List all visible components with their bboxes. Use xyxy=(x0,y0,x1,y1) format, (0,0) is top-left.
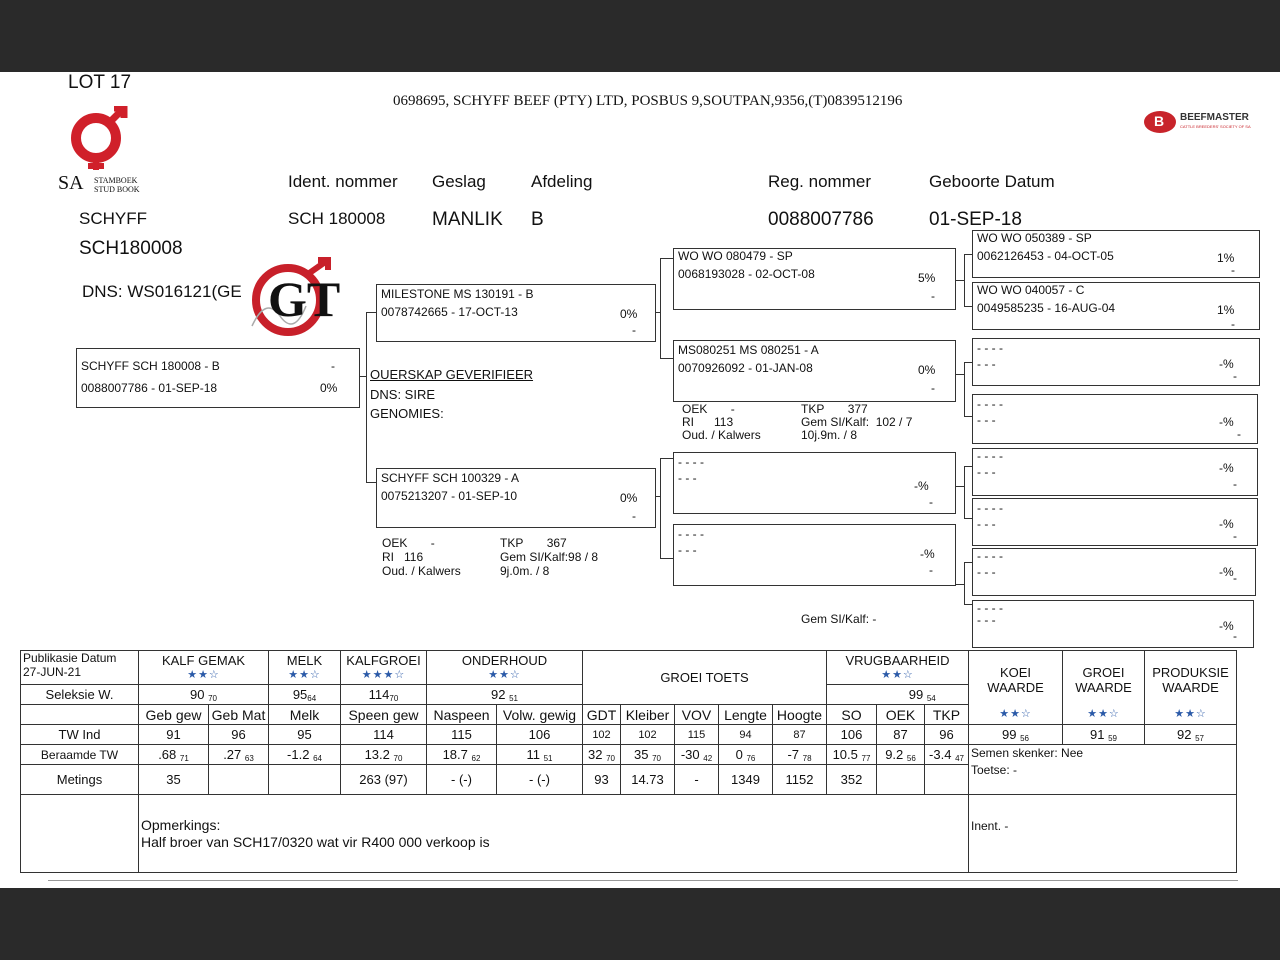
paternal-granddam-box: MS080251 MS 080251 - A 0070926092 - 01-JAN-08 0% - xyxy=(673,340,956,402)
rating-stars: ★★☆ xyxy=(1087,708,1120,720)
genomies: GENOMIES: xyxy=(370,406,444,421)
gen3-box: - - - - - - - -% - xyxy=(972,448,1258,496)
geboorte-label: Geboorte Datum xyxy=(929,172,1055,191)
beraamde-tw-value: 10.5 $_{77}$ xyxy=(827,745,877,765)
maternal-granddam-gem: Gem SI/Kalf: - xyxy=(801,612,877,626)
column-header: Melk xyxy=(269,705,341,725)
rating-stars: ★★★☆ xyxy=(361,668,406,681)
koei-waarde-value: 99 $_{56}$ xyxy=(969,725,1063,745)
kalfgroei-header: KALFGROEI ★★★☆ xyxy=(341,651,427,685)
performance-table xyxy=(20,650,1237,873)
column-header: SO xyxy=(827,705,877,725)
beraamde-tw-value: 18.7 $_{62}$ xyxy=(427,745,497,765)
beraamde-tw-value: -30 $_{42}$ xyxy=(675,745,719,765)
beraamde-tw-value: -1.2 $_{64}$ xyxy=(269,745,341,765)
column-header: Naspeen xyxy=(427,705,497,725)
beraamde-tw-value: 35 $_{70}$ xyxy=(621,745,675,765)
tw-value: 94 xyxy=(719,725,773,745)
metings-value: 35 xyxy=(139,765,209,795)
ident-label: Ident. nommer xyxy=(288,172,398,191)
dam-stats-left: OEK - RI 116 Oud. / Kalwers xyxy=(382,536,461,578)
tw-value: 95 xyxy=(269,725,341,745)
ouerskap-geverifieer: OUERSKAP GEVERIFIEER xyxy=(370,367,534,382)
reg-label: Reg. nommer xyxy=(768,172,871,191)
rating-stars: ★★☆ xyxy=(999,708,1032,720)
column-header: Lengte xyxy=(719,705,773,725)
tw-ind-label: TW Ind xyxy=(21,725,139,745)
rating-stars: ★★☆ xyxy=(488,668,521,681)
tw-value: 96 xyxy=(209,725,269,745)
seleksie-kalfgroei: $114_{70}$ xyxy=(341,685,427,705)
column-header: OEK xyxy=(877,705,925,725)
ident-value: SCH 180008 xyxy=(288,209,386,228)
metings-value xyxy=(209,765,269,795)
maternal-grandsire-box: - - - - - - - -% - xyxy=(673,452,956,514)
inent-cell: Inent. - xyxy=(969,795,1237,873)
column-header: Volw. gewig xyxy=(497,705,583,725)
gen3-box: WO WO 050389 - SP 0062126453 - 04-OCT-05 1% - xyxy=(972,230,1260,278)
tw-value: 102 xyxy=(583,725,621,745)
maternal-granddam-box: - - - - - - - -% - xyxy=(673,524,956,586)
seleksie-label: Seleksie W. xyxy=(21,685,139,705)
metings-value: 263 (97) xyxy=(341,765,427,795)
produksie-waarde-header: PRODUKSIE WAARDE ★★☆ xyxy=(1145,651,1237,725)
dns-code: DNS: WS016121(GE xyxy=(82,282,242,301)
tw-value: 102 xyxy=(621,725,675,745)
metings-value: 352 xyxy=(827,765,877,795)
metings-value xyxy=(269,765,341,795)
metings-value: - (-) xyxy=(497,765,583,795)
afdeling-label: Afdeling xyxy=(531,172,593,191)
gt-logo: GT xyxy=(246,256,342,346)
column-header: TKP xyxy=(925,705,969,725)
tw-value: 106 xyxy=(827,725,877,745)
opmerkings-cell: Opmerkings: Half broer van SCH17/0320 wat vir R400 000 verkoop is xyxy=(139,795,969,873)
metings-value xyxy=(925,765,969,795)
gen3-box: - - - - - - - -% - xyxy=(972,548,1256,596)
column-header: Hoogte xyxy=(773,705,827,725)
column-header: Geb Mat xyxy=(209,705,269,725)
breeder-name: SCHYFF xyxy=(79,209,147,228)
metings-value: 1152 xyxy=(773,765,827,795)
lot-number: LOT 17 xyxy=(68,72,132,93)
gen3-box: - - - - - - - -% - xyxy=(972,600,1254,648)
beraamde-tw-value: 32 $_{70}$ xyxy=(583,745,621,765)
pedigree-sheet: LOT 17 0698695, SCHYFF BEEF (PTY) LTD, POSBUS 9,SOUTPAN,9356,(T)0839512196 SA STAMBOEK STUD BOOK B BEEFMASTER CATTLE BREEDERS' SOCIETY OF SA Ident. nommer Geslag Afdeling Reg. nommer Geboorte Datum SCHYFF SCH180008 SCH 180008 MANLIK B 0088007786 01-SEP-18 DNS: WS016121(GE GT SCHYFF SCH 180008 - B - 0088007786 - 01-SEP-18 0% OUERSKAP GEVERIFIEER DNS: SIRE GENOMIES: MILESTONE MS 130191 - B 0078742665 - 17-OCT-13 0% - SCHYFF SCH 100329 - A 0075213207 - 01-SEP-10 0% - OEK - RI 116 Oud. / Kalwers TKP 367 Gem SI/Kalf:98 / 8 9j.0m. / 8 WO WO 080479 - SP 0068193028 - 02-OCT-08 5% - MS080251 MS 080251 - A 0070926092 - 01-JAN-08 0% - OEK - RI 113 Oud. / Kalwers TKP 377 Gem SI/Kalf: 102 / 7 10j.9m. / 8 - - - - - - - -% - - - - - - - - -% - Gem SI/Kalf: - WO WO 050389 - SP 0062126453 - 04-OCT-05 1% - WO WO 040057 - C 0049585235 - 16-AUG-04 1% - - - - - - - - -% - - - - - - - - -% - - - - - - - - -% - - - - - - - - -% - - - - - - - - -% - - - - - - - - -% - Publikasie Datum 27-JUN-21 KALF GEMAK ★★☆ MELK ★★☆ KALFGROEI ★★★☆ ONDERHOUD ★★☆ GROEI TOETS VRUGBAARHEID ★★☆ KOEI WAARDE ★★☆ GROEI WAARDE ★★☆ PRODUKSIE WAARDE ★★☆ Seleksie W. 90 $_{70}$ $95_{64}$ $114_{70}$ 92 $_{51}$ 99 $_{54}$ Geb gew Geb Mat Melk Speen gew Naspeen Volw. gewig GDT Kleiber VOV Lengte Hoogte SO OEK TKP TW Ind 91 96 95 114 115 106 102 102 115 94 87 106 87 96 99 $_{56}$ 91 $_{59}$ 92 $_{57}$ Beraamde TW .68 $_{71}$ .27 $_{63}$ -1.2 $_{64}$ 13.2 $_{70}$ 18.7 $_{62}$ 11 $_{51}$ 32 $_{70}$ 35 $_{70}$ -30 $_{42}$ 0 $_{76}$ -7 $_{78}$ 10.5 $_{77}$ 9.2 $_{56}$ -3.4 $_{47}$ Semen skenker: Nee Toetse: - Metings 35 263 (97) - (-) - (-) 93 14.73 - 1349 1152 352 Opmerkings: Half broer van SCH17/0320 wat vir R400 000 verkoop is Inent. - xyxy=(0,72,1280,888)
melk-header: MELK ★★☆ xyxy=(269,651,341,685)
column-header: Kleiber xyxy=(621,705,675,725)
tw-value: 87 xyxy=(773,725,827,745)
sire-dam-stats-right: TKP 377 Gem SI/Kalf: 102 / 7 10j.9m. / 8 xyxy=(801,402,913,442)
gen3-box: - - - - - - - -% - xyxy=(972,338,1260,386)
animal-id: SCH180008 xyxy=(79,238,183,259)
vrugbaarheid-header: VRUGBAARHEID ★★☆ xyxy=(827,651,969,685)
column-header: Geb gew xyxy=(139,705,209,725)
rating-stars: ★★☆ xyxy=(881,668,914,681)
seleksie-onderhoud: 92 $_{51}$ xyxy=(427,685,583,705)
tw-value: 91 xyxy=(139,725,209,745)
geslag-value: MANLIK xyxy=(432,209,503,230)
dam-box: SCHYFF SCH 100329 - A 0075213207 - 01-SEP-10 0% - xyxy=(376,468,656,528)
metings-value: - xyxy=(675,765,719,795)
tw-value: 114 xyxy=(341,725,427,745)
produksie-waarde-value: 92 $_{57}$ xyxy=(1145,725,1237,745)
rating-stars: ★★☆ xyxy=(187,668,220,681)
geslag-label: Geslag xyxy=(432,172,486,191)
beraamde-tw-value: .27 $_{63}$ xyxy=(209,745,269,765)
groei-waarde-value: 91 $_{59}$ xyxy=(1063,725,1145,745)
dam-stats-right: TKP 367 Gem SI/Kalf:98 / 8 9j.0m. / 8 xyxy=(500,536,599,578)
dns-sire: DNS: SIRE xyxy=(370,387,436,402)
onderhoud-header: ONDERHOUD ★★☆ xyxy=(427,651,583,685)
owner-line: 0698695, SCHYFF BEEF (PTY) LTD, POSBUS 9,SOUTPAN,9356,(T)0839512196 xyxy=(393,93,903,109)
column-header: VOV xyxy=(675,705,719,725)
tw-value: 115 xyxy=(675,725,719,745)
metings-value: - (-) xyxy=(427,765,497,795)
afdeling-value: B xyxy=(531,209,544,230)
column-header: Speen gew xyxy=(341,705,427,725)
metings-value xyxy=(877,765,925,795)
reg-value: 0088007786 xyxy=(768,209,874,230)
kalf-gemak-header: KALF GEMAK ★★☆ xyxy=(139,651,269,685)
rating-stars: ★★☆ xyxy=(1174,708,1207,720)
gen3-box: WO WO 040057 - C 0049585235 - 16-AUG-04 1% - xyxy=(972,282,1260,330)
metings-label: Metings xyxy=(21,765,139,795)
beraamde-tw-value: 11 $_{51}$ xyxy=(497,745,583,765)
semen-toetse-cell: Semen skenker: Nee Toetse: - xyxy=(969,745,1237,795)
beraamde-tw-value: 9.2 $_{56}$ xyxy=(877,745,925,765)
geboorte-value: 01-SEP-18 xyxy=(929,209,1022,230)
metings-value: 1349 xyxy=(719,765,773,795)
tw-value: 115 xyxy=(427,725,497,745)
metings-value: 14.73 xyxy=(621,765,675,795)
sire-box: MILESTONE MS 130191 - B 0078742665 - 17-OCT-13 0% - xyxy=(376,284,656,342)
beraamde-tw-value: 0 $_{76}$ xyxy=(719,745,773,765)
beraamde-tw-label: Beraamde TW xyxy=(21,745,139,765)
koei-waarde-header: KOEI WAARDE ★★☆ xyxy=(969,651,1063,725)
gen3-box: - - - - - - - -% - xyxy=(972,498,1258,546)
beraamde-tw-value: .68 $_{71}$ xyxy=(139,745,209,765)
gen3-box: - - - - - - - -% - xyxy=(972,394,1258,444)
beraamde-tw-value: -7 $_{78}$ xyxy=(773,745,827,765)
seleksie-melk: $95_{64}$ xyxy=(269,685,341,705)
rating-stars: ★★☆ xyxy=(288,668,321,681)
tw-value: 87 xyxy=(877,725,925,745)
tw-value: 106 xyxy=(497,725,583,745)
beraamde-tw-value: 13.2 $_{70}$ xyxy=(341,745,427,765)
metings-value: 93 xyxy=(583,765,621,795)
groei-toets-header: GROEI TOETS xyxy=(583,651,827,705)
paternal-grandsire-box: WO WO 080479 - SP 0068193028 - 02-OCT-08 5% - xyxy=(673,248,956,310)
sire-dam-stats-left: OEK - RI 113 Oud. / Kalwers xyxy=(682,402,761,442)
seleksie-kalf: 90 $_{70}$ xyxy=(139,685,269,705)
beraamde-tw-value: -3.4 $_{47}$ xyxy=(925,745,969,765)
groei-waarde-header: GROEI WAARDE ★★☆ xyxy=(1063,651,1145,725)
subject-animal-box: SCHYFF SCH 180008 - B - 0088007786 - 01-SEP-18 0% xyxy=(76,348,360,408)
pub-date-cell: Publikasie Datum 27-JUN-21 xyxy=(21,651,139,685)
seleksie-vrugbaarheid: 99 $_{54}$ xyxy=(877,685,969,705)
column-header: GDT xyxy=(583,705,621,725)
tw-value: 96 xyxy=(925,725,969,745)
